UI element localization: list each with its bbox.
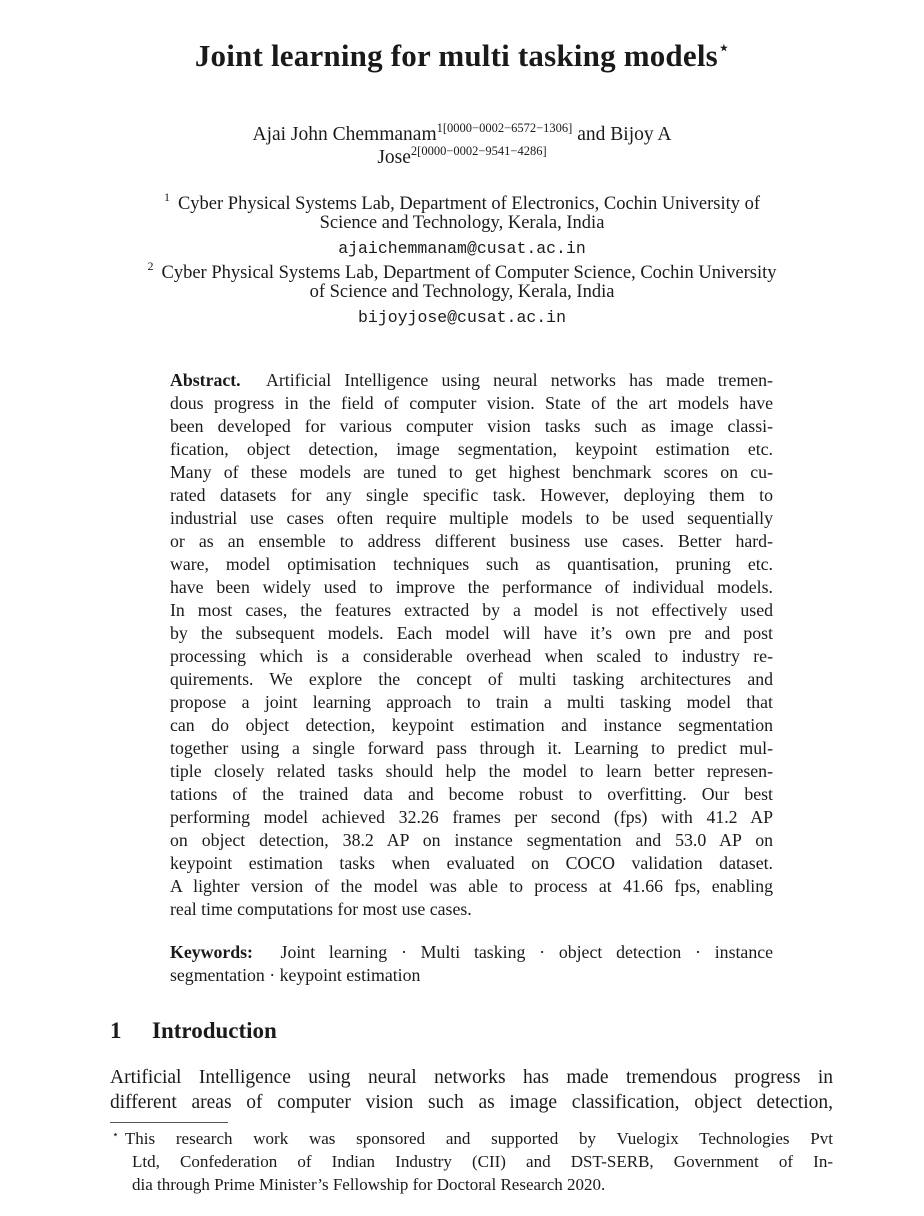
affiliation-1-line-2: Science and Technology, Kerala, India	[319, 213, 605, 233]
affiliation-1-line-1	[0, 190, 924, 215]
footnote-line: Ltd, Confederation of Indian Industry (CII) and DST-SERB, Government of In-	[132, 1152, 833, 1171]
abstract-line	[170, 370, 773, 391]
authors-line-1	[0, 121, 924, 146]
footnote-mark: ⋆	[112, 1129, 119, 1141]
abstract-line: In most cases, the features extracted by a model is not effectively used	[170, 600, 773, 620]
affiliation-text: Cyber Physical Systems Lab, Department of Computer Science, Cochin University	[161, 263, 777, 283]
abstract-line: together using a single forward pass through it. Learning to predict mul-	[170, 738, 773, 758]
authors-line-2	[0, 144, 924, 169]
abstract-line: tiple closely related tasks should help the model to learn better represen-	[170, 761, 773, 781]
footnote-text: This research work was sponsored and supported by Vuelogix Technologies Pvt	[124, 1129, 833, 1148]
body-line: Artificial Intelligence using neural networks has made tremendous progress in	[110, 1067, 833, 1088]
keywords-text: Joint learning · Multi tasking · object detection · instance	[280, 942, 773, 962]
abstract-line: tations of the trained data and become robust to overfitting. Our best	[170, 784, 773, 804]
keywords-label: Keywords:	[170, 942, 253, 962]
section-title: Introduction	[152, 1018, 277, 1043]
abstract-line: quirements. We explore the concept of multi tasking architectures and	[170, 669, 773, 689]
affiliation-text: Cyber Physical Systems Lab, Department of Electronics, Cochin University of	[177, 194, 761, 214]
author-name-2: Jose	[377, 147, 411, 168]
abstract-line: A lighter version of the model was able to process at 41.66 fps, enabling	[170, 876, 773, 896]
abstract-line: keypoint estimation tasks when evaluated on COCO validation dataset.	[170, 853, 773, 873]
abstract-line: or as an ensemble to address different business use cases. Better hard-	[170, 531, 773, 551]
abstract-label: Abstract.	[170, 370, 241, 390]
abstract-line: propose a joint learning approach to train a multi tasking model that	[170, 692, 773, 712]
affiliation-mark-1: 1	[163, 190, 170, 204]
email-2: bijoyjose@cusat.ac.in	[358, 308, 566, 327]
body-line: different areas of computer vision such as image classification, object detection,	[110, 1092, 833, 1113]
abstract-line: been developed for various computer vision tasks such as image classi-	[170, 416, 773, 436]
author-orcid-1: 1[0000−0002−6572−1306]	[436, 121, 573, 135]
abstract-line: by the subsequent models. Each model will have it’s own pre and post	[170, 623, 773, 643]
paper-title	[0, 38, 924, 74]
abstract-line: rated datasets for any single specific task. However, deploying them to	[170, 485, 773, 505]
abstract-line: dous progress in the field of computer vision. State of the art models have	[170, 393, 773, 413]
footnote-line	[112, 1128, 833, 1149]
abstract-line: performing model achieved 32.26 frames per second (fps) with 41.2 AP	[170, 807, 773, 827]
abstract-text: Artificial Intelligence using neural networks has made tremen-	[266, 370, 773, 390]
email-1: ajaichemmanam@cusat.ac.in	[338, 239, 586, 258]
author-connector: and Bijoy A	[572, 124, 672, 145]
keywords-line-1	[170, 942, 773, 963]
abstract-line: real time computations for most use cases.	[170, 899, 472, 919]
author-orcid-2: 2[0000−0002−9541−4286]	[410, 144, 547, 158]
keywords-line-2: segmentation · keypoint estimation	[170, 965, 421, 985]
author-name-1: Ajai John Chemmanam	[252, 124, 437, 145]
abstract-line: industrial use cases often require multiple models to be used sequentially	[170, 508, 773, 528]
abstract-line: can do object detection, keypoint estimation and instance segmentation	[170, 715, 773, 735]
abstract-line: fication, object detection, image segmentation, keypoint estimation etc.	[170, 439, 773, 459]
affiliation-mark-2: 2	[147, 259, 154, 273]
footnote-line: dia through Prime Minister’s Fellowship for Doctoral Research 2020.	[132, 1175, 606, 1194]
affiliation-2-line-2: of Science and Technology, Kerala, India	[309, 282, 615, 302]
abstract-line: have been widely used to improve the performance of individual models.	[170, 577, 773, 597]
abstract-line: ware, model optimisation techniques such as quantisation, pruning etc.	[170, 554, 773, 574]
section-number: 1	[110, 1018, 122, 1043]
title-footnote-mark: ⋆	[718, 40, 730, 57]
footnote-rule	[110, 1122, 228, 1123]
affiliation-2-line-1	[0, 259, 924, 284]
section-heading	[110, 1018, 277, 1044]
abstract-line: processing which is a considerable overhead when scaled to industry re-	[170, 646, 773, 666]
abstract-line: Many of these models are tuned to get highest benchmark scores on cu-	[170, 462, 773, 482]
title-text: Joint learning for multi tasking models	[194, 38, 718, 73]
abstract-line: on object detection, 38.2 AP on instance segmentation and 53.0 AP on	[170, 830, 773, 850]
